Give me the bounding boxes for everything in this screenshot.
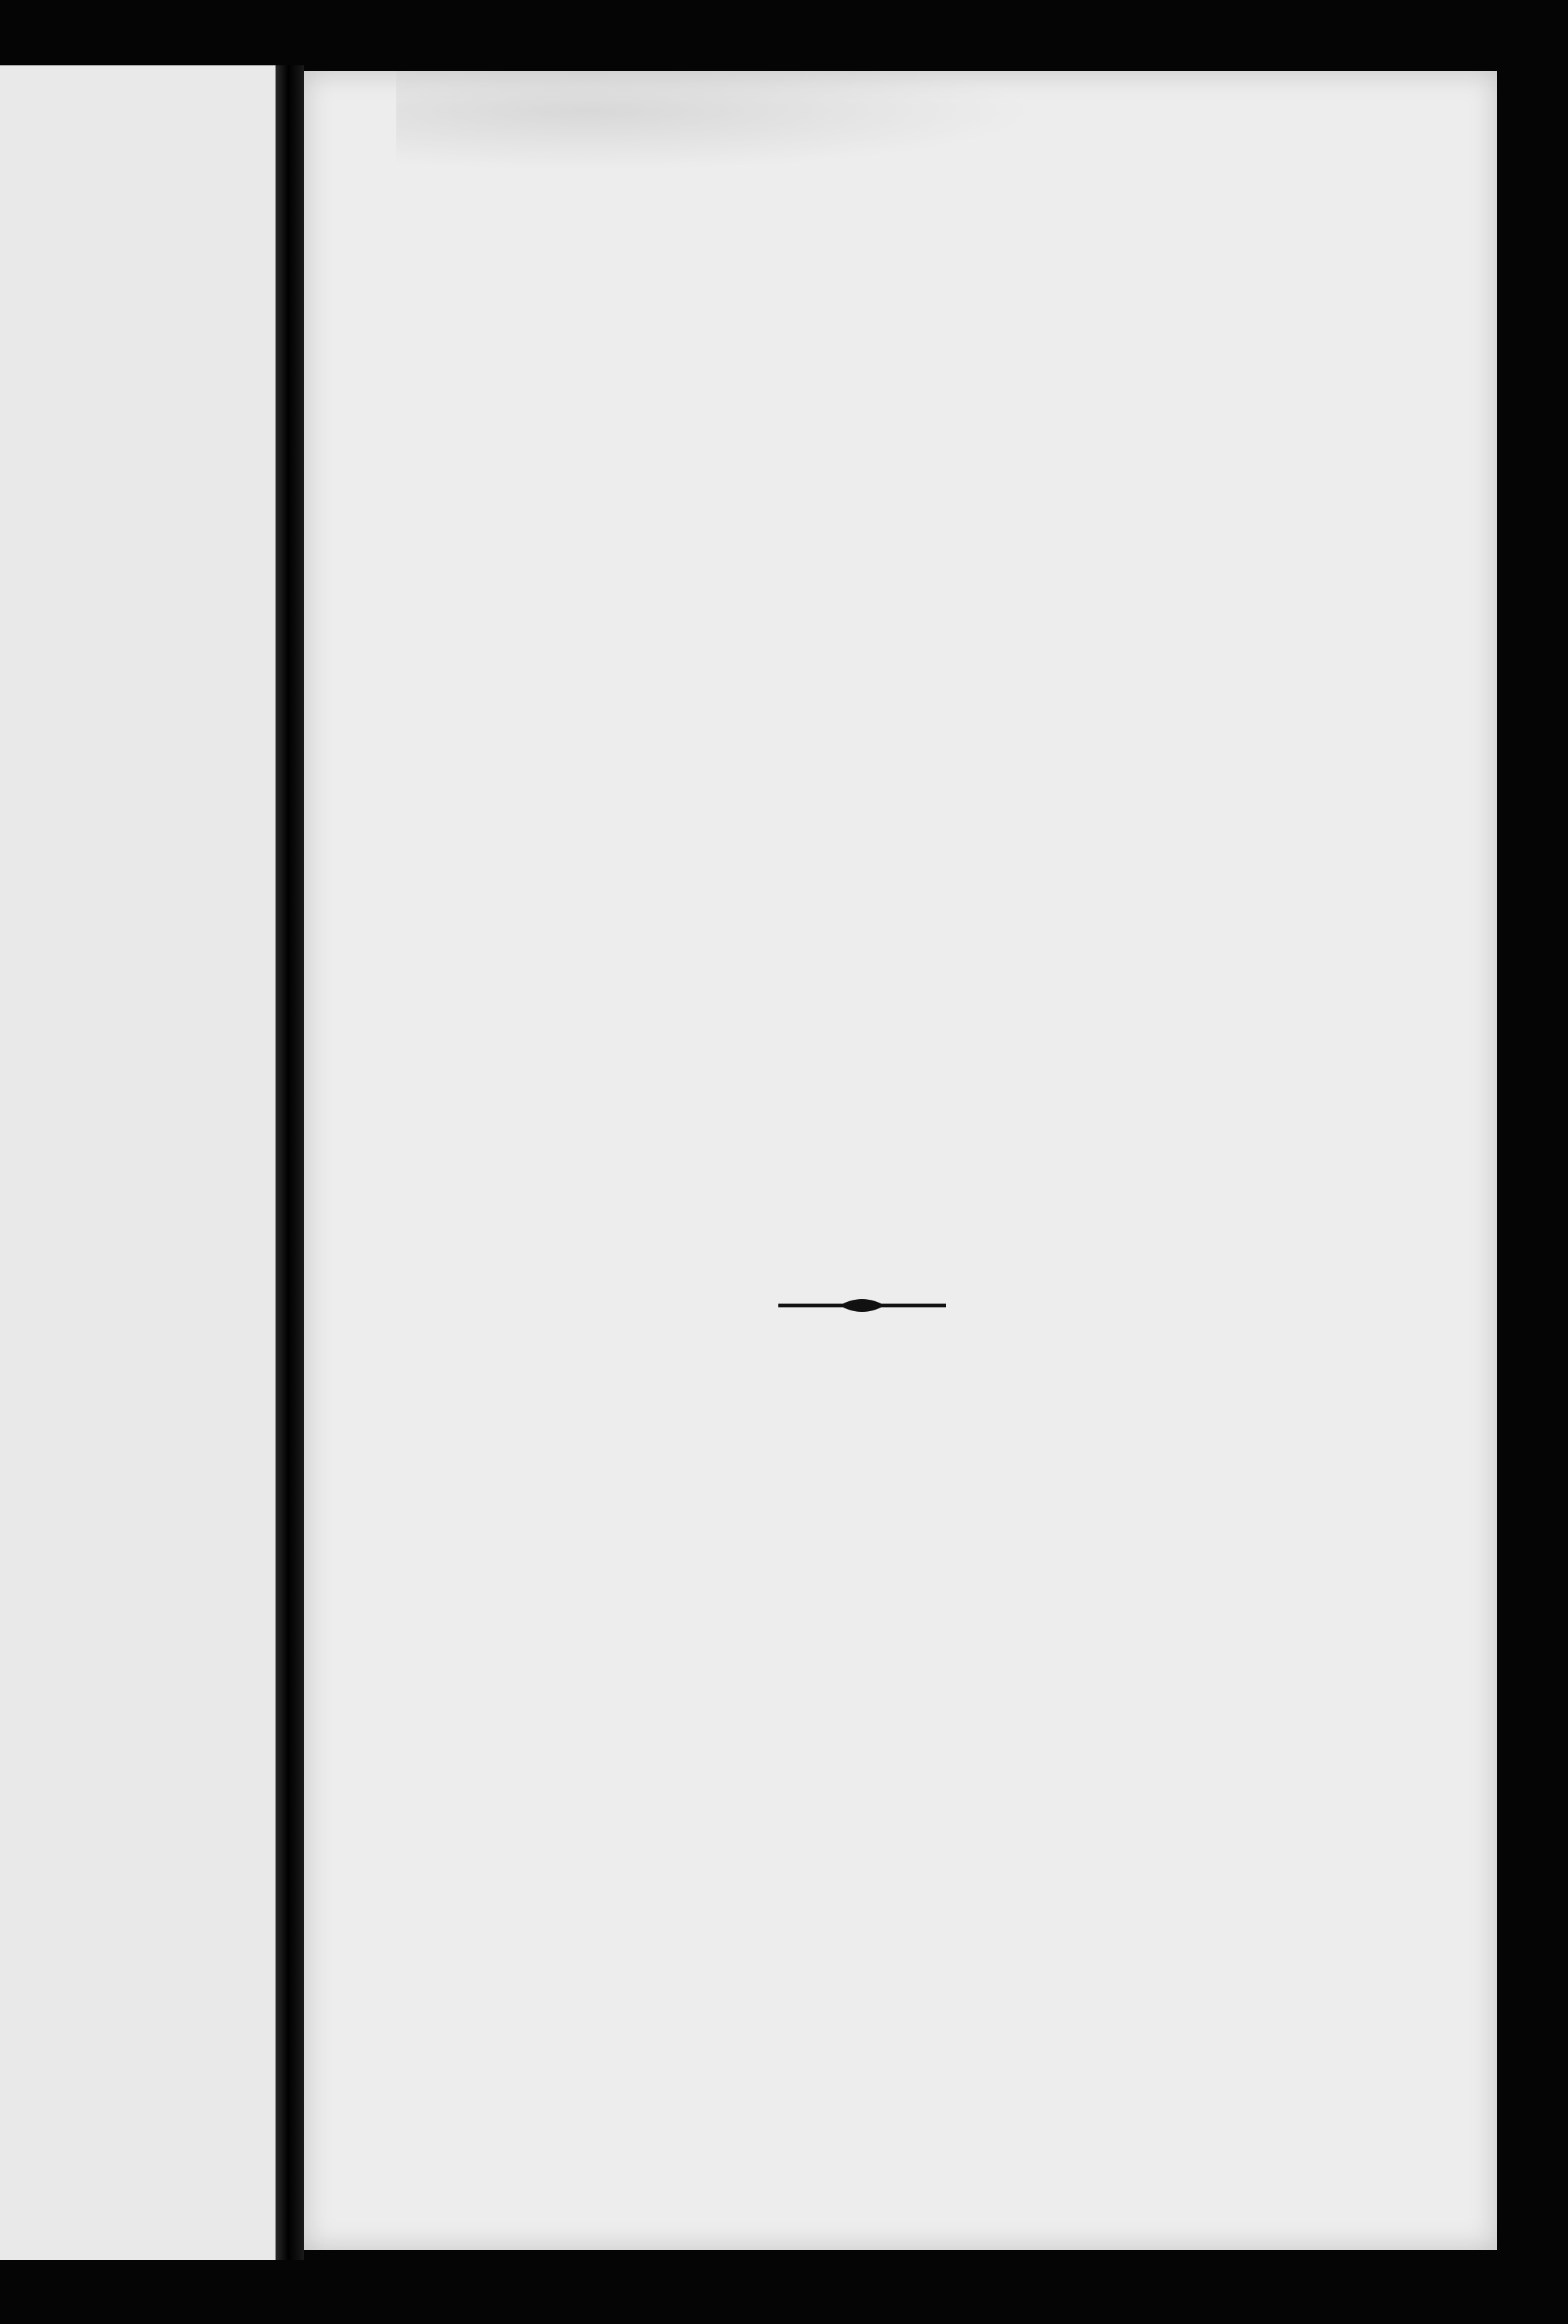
book-gutter: [276, 65, 304, 2260]
chapter-ornament: [778, 1291, 946, 1320]
right-page: [304, 71, 1497, 2250]
page-header: [304, 185, 1497, 241]
left-page: [0, 65, 276, 2260]
page-stain: [396, 71, 1035, 170]
